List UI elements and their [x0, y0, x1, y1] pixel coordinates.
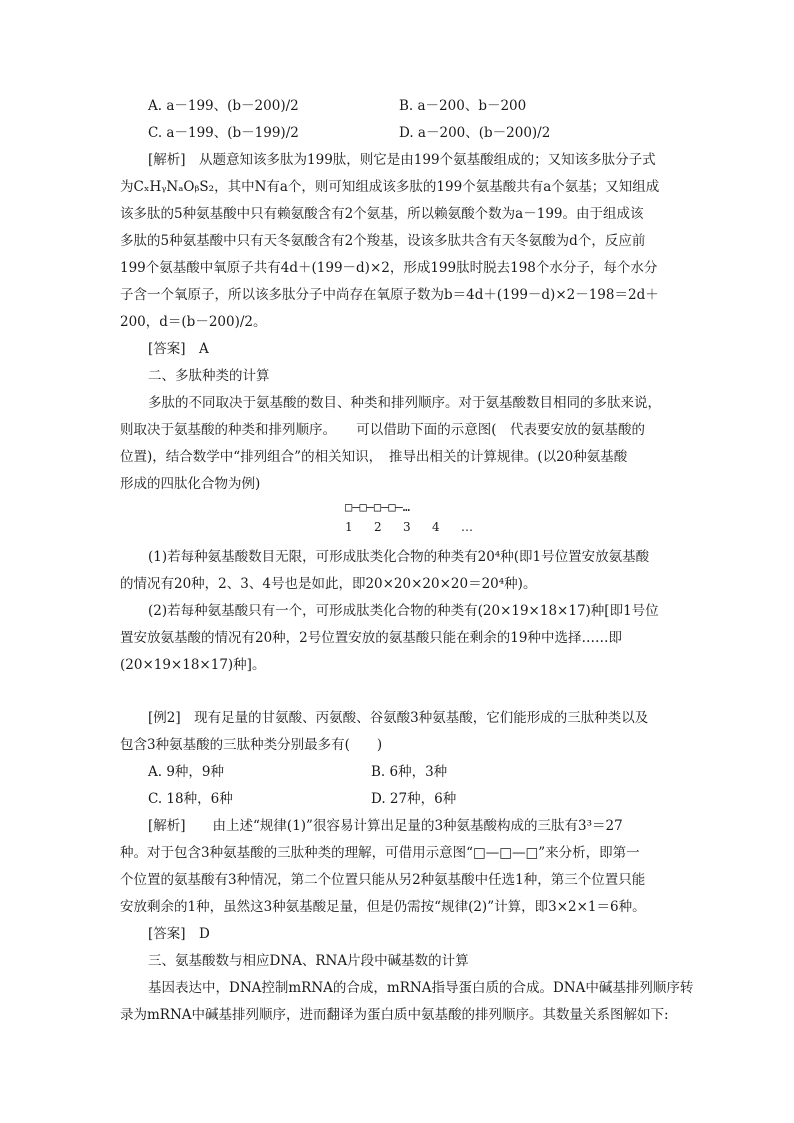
example-question: [例2] 现有足量的甘氨酸、丙氨酸、谷氨酸3种氨基酸，它们能形成的三肽种类以及 — [148, 710, 649, 726]
paragraph-line: 形成的四肽化合物为例) — [120, 476, 261, 492]
analysis-line: [解析] 从题意知该多肽为199肽，则它是由199个氨基酸组成的；又知该多肽分子式 — [148, 152, 656, 168]
analysis-line: 子含一个氧原子，所以该多肽分子中尚存在氧原子数为b＝4d＋(199－d)×2－198＝2d＋ — [120, 287, 659, 303]
rule-line: (1)若每种氨基酸数目无限，可形成肽类化合物的种类有20⁴种(即1号位置安放氨基酸 — [148, 549, 650, 565]
option-b: B. 6种，3种 — [371, 764, 448, 780]
analysis-line: 个位置的氨基酸有3种情况，第二个位置只能从另2种氨基酸中任选1种，第三个位置只能 — [120, 872, 646, 888]
rule-line: (2)若每种氨基酸只有一个，可形成肽类化合物的种类有(20×19×18×17)种[即1号位 — [148, 603, 659, 619]
analysis-line: 199个氨基酸中氧原子共有4d＋(199－d)×2，形成199肽时脱去198个水分子，每个水分 — [120, 260, 658, 276]
analysis-line: 200，d＝(b－200)/2。 — [120, 314, 267, 330]
paragraph-line: 位置)，结合数学中“排列组合”的相关知识， 推导出相关的计算规律。(以20种氨基酸 — [120, 449, 628, 465]
paragraph-line: 录为mRNA中碱基排列顺序，进而翻译为蛋白质中氨基酸的排列顺序。其数量关系图解如下: — [120, 1007, 669, 1023]
option-c: C. a－199、(b－199)/2 — [148, 125, 299, 141]
diagram-number: 1 — [345, 520, 353, 534]
paragraph-line: 基因表达中，DNA控制mRNA的合成，mRNA指导蛋白质的合成。DNA中碱基排列顺序转 — [148, 980, 694, 996]
diagram-number: 4 — [432, 520, 440, 534]
analysis-line: [解析] 由上述“规律(1)”很容易计算出足量的3种氨基酸构成的三肽有3³＝27 — [148, 818, 623, 834]
diagram-number: … — [461, 520, 473, 534]
analysis-line: 多肽的5种氨基酸中只有天冬氨酸含有2个羧基，设该多肽共含有天冬氨酸为d个，反应前 — [120, 233, 646, 249]
rule-line: 的情况有20种，2、3、4号也是如此，即20×20×20×20＝20⁴种)。 — [120, 576, 537, 592]
rule-line: 置安放氨基酸的情况有20种，2号位置安放的氨基酸只能在剩余的19种中选择……即 — [120, 630, 622, 646]
option-a: A. a－199、(b－200)/2 — [148, 98, 299, 114]
analysis-line: 为CₓHᵧNₐOᵦS₂，其中N有a个，则可知组成该多肽的199个氨基酸共有a个氨基；又知组成 — [120, 179, 660, 195]
section-title: 三、氨基酸数与相应DNA、RNA片段中碱基数的计算 — [148, 953, 469, 969]
answer-label: [答案] A — [148, 341, 209, 357]
option-a: A. 9种，9种 — [148, 764, 225, 780]
diagram-number: 2 — [374, 520, 382, 534]
paragraph-line: 则取决于氨基酸的种类和排列顺序。 可以借助下面的示意图( 代表要安放的氨基酸的 — [120, 422, 646, 438]
example-question: 包含3种氨基酸的三肽种类分别最多有( ) — [120, 737, 383, 753]
option-d: D. 27种，6种 — [371, 791, 457, 807]
answer-label: [答案] D — [148, 926, 210, 942]
section-title: 二、多肽种类的计算 — [148, 368, 270, 384]
option-c: C. 18种，6种 — [148, 791, 233, 807]
rule-line: (20×19×18×17)种]。 — [120, 657, 266, 673]
analysis-line: 该多肽的5种氨基酸中只有赖氨酸含有2个氨基，所以赖氨酸个数为a－199。由于组成该 — [120, 206, 644, 222]
diagram-number: 3 — [403, 520, 411, 534]
paragraph-line: 多肽的不同取决于氨基酸的数目、种类和排列顺序。对于氨基酸数目相同的多肽来说， — [148, 395, 661, 411]
peptide-diagram: □—□—□—□—… — [345, 500, 411, 514]
analysis-line: 种。对于包含3种氨基酸的三肽种类的理解，可借用示意图“□—□—□”来分析，即第一 — [120, 845, 640, 861]
option-d: D. a－200、(b－200)/2 — [399, 125, 551, 141]
analysis-line: 安放剩余的1种，虽然这3种氨基酸足量，但是仍需按“规律(2)”计算，即3×2×1＝6种。 — [120, 899, 646, 915]
option-b: B. a－200、b－200 — [399, 98, 527, 114]
peptide-diagram-numbers — [345, 520, 490, 534]
